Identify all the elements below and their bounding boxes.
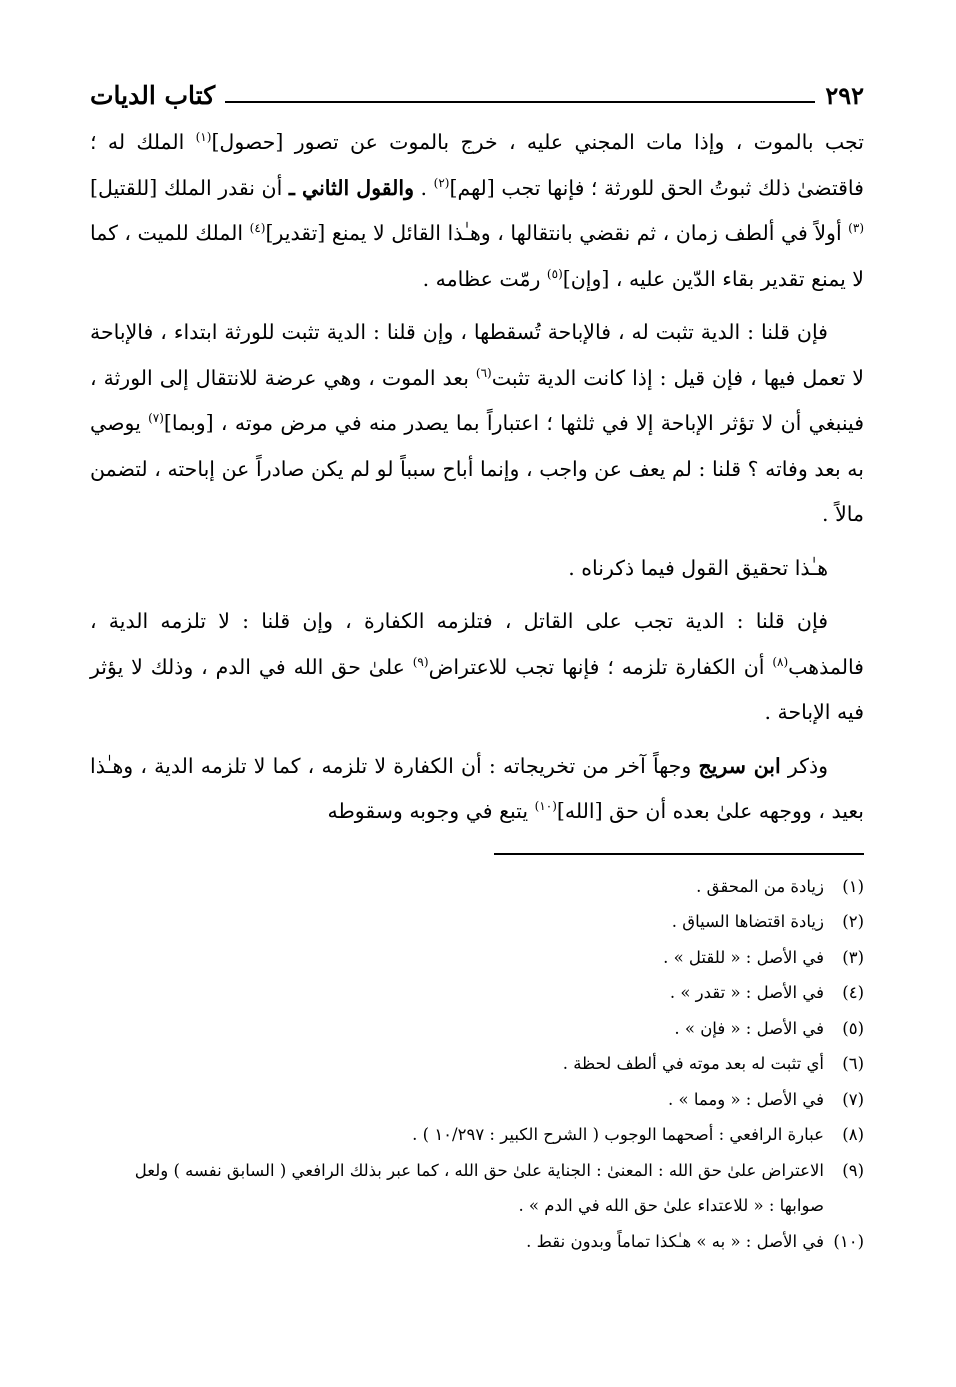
- footnote-text: في الأصل : « تقدر » .: [669, 983, 824, 1002]
- footnote-6: [90, 1046, 864, 1082]
- paragraph-1: [90, 120, 864, 302]
- footnote-5: [90, 1011, 864, 1047]
- text-run: أن نقدر الملك [للقتيل]: [90, 175, 289, 200]
- footnote-7: [90, 1082, 864, 1118]
- footnote-number: (٣): [842, 947, 864, 967]
- main-text: [90, 120, 864, 835]
- footnote-text: في الأصل : « به » هـٰكذا تماماً وبدون نقط .: [526, 1231, 824, 1251]
- header-rule: [225, 101, 815, 103]
- footnote-ref-2: (٢): [433, 175, 450, 190]
- footnote-separator: [494, 853, 864, 855]
- footnotes: [90, 869, 864, 1260]
- footnote-text: زيادة اقتضاها السياق .: [671, 912, 824, 931]
- page-header: [90, 72, 864, 110]
- paragraph-2: [90, 310, 864, 538]
- footnote-ref-6: (٦): [475, 365, 492, 380]
- footnote-number: (٩): [842, 1160, 864, 1180]
- footnote-1: [90, 869, 864, 905]
- bold-phrase: والقول الثاني ـ: [288, 175, 415, 200]
- text-run: وذكر: [780, 753, 828, 778]
- text-run: رمّت عظامه .: [422, 266, 547, 291]
- paragraph-5: [90, 744, 864, 835]
- footnote-number: (٨): [842, 1125, 864, 1144]
- footnote-ref-1: (١): [195, 130, 212, 145]
- text-run: الملك للميت ، كما لا يمنع تقدير بقاء الدّين عليه ، [وإن]: [90, 221, 864, 291]
- footnote-number: (٧): [842, 1089, 864, 1109]
- text-run: تجب بالموت ، وإذا مات المجني عليه ، خرج بالموت عن تصور [حصول]: [211, 130, 864, 154]
- footnote-text: في الأصل : « فإن » .: [674, 1018, 824, 1038]
- text-run: أولاً في ألطف زمان ، ثم نقضي بانتقالها ، وهـٰذا القائل لا يمنع [تقدير]: [265, 221, 849, 245]
- footnote-ref-9: (٩): [412, 654, 429, 669]
- paragraph-3: هـٰذا تحقيق القول فيما ذكرناه .: [568, 555, 828, 580]
- footnote-ref-3: (٣): [848, 221, 864, 236]
- footnote-text: عبارة الرافعي : أصحهما الوجوب ( الشرح الكبير : ١٠/٢٩٧ ) .: [412, 1125, 824, 1144]
- footnote-ref-5: (٥): [546, 266, 563, 281]
- footnote-3: [90, 940, 864, 976]
- text-run: وجهاً آخر من تخريجاته : أن الكفارة لا تلزمه ، كما لا تلزمه الدية ، وهـٰذا بعيد ، ووجهه علىٰ بعده أن حق [الله]: [90, 753, 864, 823]
- text-run: فإن قلنا : الدية تجب على القاتل ، فتلزمه الكفارة ، وإن قلنا : لا تلزمه الدية ، فالمذهب: [90, 609, 864, 679]
- page-number: ٢٩٢: [825, 81, 864, 110]
- footnote-text: أي تثبت له بعد موته في ألطف لحظة .: [562, 1054, 824, 1073]
- footnote-text: في الأصل : « للقتل » .: [663, 947, 824, 967]
- footnote-number: (١): [842, 876, 864, 896]
- footnote-ref-7: (٧): [148, 411, 164, 426]
- text-run: .: [414, 175, 434, 200]
- paragraph-4: [90, 599, 864, 736]
- footnote-number: (٦): [842, 1054, 864, 1073]
- footnote-text: في الأصل : « ومما » .: [668, 1089, 824, 1109]
- footnote-4: [90, 975, 864, 1011]
- footnote-number: (٥): [842, 1018, 864, 1038]
- running-title: كتاب الديات: [90, 81, 216, 110]
- text-run: فإن قلنا : الدية تثبت له ، فالإباحة تُسقطها ، وإن قلنا : الدية تثبت للورثة ابتداء ، فالإباحة لا تعمل فيها ، فإن قيل : إذا كانت الدية تثبت: [90, 320, 864, 390]
- footnote-2: [90, 904, 864, 940]
- footnote-text: الاعتراض علىٰ حق الله : المعنىٰ : الجناية علىٰ حق الله ، كما عبر بذلك الرافعي ( السابق نفسه ) ولعل صوابها : « للاعتداء علىٰ حق الله في الدم » .: [134, 1160, 824, 1215]
- footnote-10: [90, 1224, 864, 1260]
- footnote-ref-10: (١٠): [534, 799, 557, 814]
- text-run: علىٰ حق الله في الدم ، وذلك لا يؤثر فيه الإباحة .: [90, 654, 864, 724]
- bold-name: ابن سريج: [698, 753, 781, 778]
- text-run: أن الكفارة تلزمه ؛ فإنها تجب للاعتراض: [428, 654, 773, 679]
- text-run: يوصي به بعد وفاته ؟ قلنا : لم يعف عن واجب ، وإنما أباح سبباً لو لم يكن صادراً عن إباحته ، لتضمن مالاً .: [90, 411, 864, 526]
- footnote-9: [90, 1153, 864, 1224]
- footnote-text: زيادة من المحقق .: [696, 876, 824, 896]
- footnote-number: (٢): [842, 912, 864, 931]
- footnote-number: (٤): [842, 983, 864, 1002]
- footnote-8: [90, 1117, 864, 1153]
- footnote-number: (١٠): [833, 1231, 864, 1251]
- text-run: يتبع في وجوبه وسقوطه: [327, 799, 535, 823]
- text-run: الملك له ؛ فاقتضىٰ ذلك ثبوتُ الحق للورثة ؛ فإنها تجب [لهم]: [90, 130, 864, 200]
- footnote-ref-8: (٨): [772, 654, 789, 669]
- footnote-ref-4: (٤): [249, 221, 266, 236]
- text-run: بعد الموت ، وهي عرضة للانتقال إلى الورثة ، فينبغي أن لا تؤثر الإباحة إلا في ثلثها ؛ اعتباراً بما يصدر منه في مرض موته ، [وبما]: [90, 365, 864, 435]
